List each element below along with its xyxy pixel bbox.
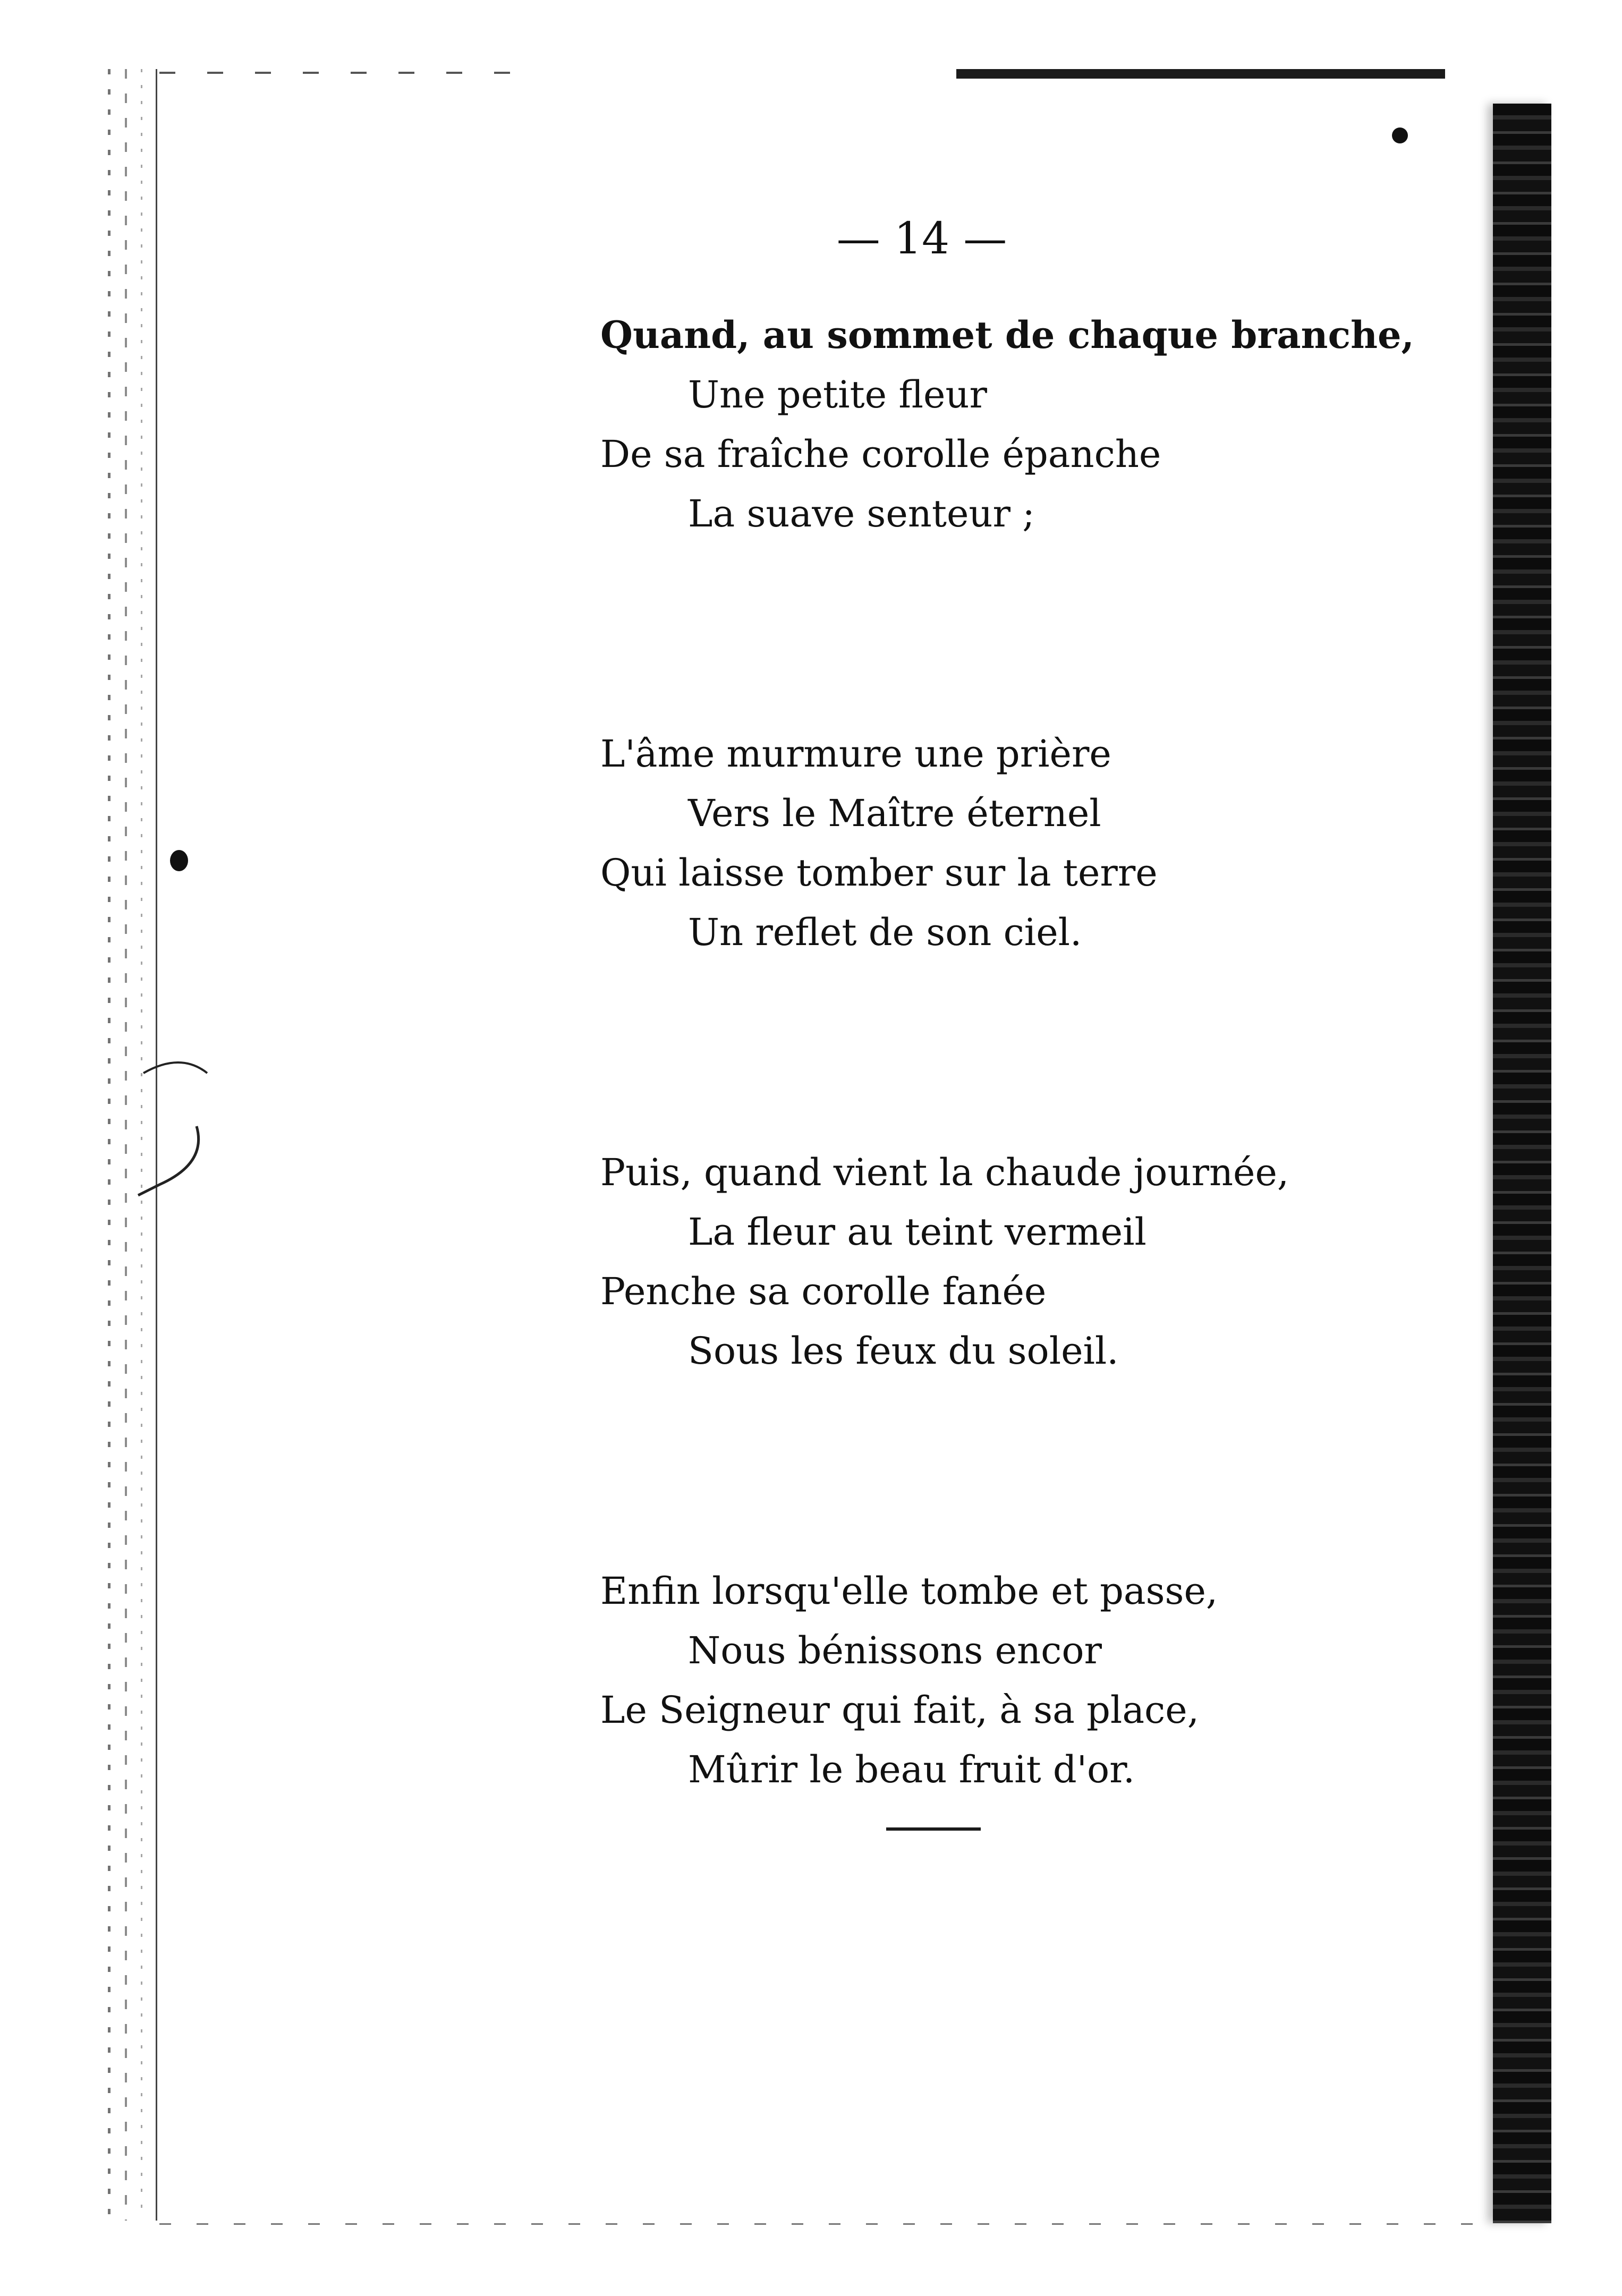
verse-line: Enfin lorsqu'elle tombe et passe, [600,1569,1218,1613]
verse-line: Nous bénissons encor [688,1629,1102,1672]
ink-speck [1392,127,1408,143]
stanza-1 [600,305,1414,543]
verse-line: Sous les feux du soleil. [688,1329,1119,1373]
stanza-4 [600,1561,1397,1799]
verse-line: Puis, quand vient la chaude journée, [600,1151,1289,1194]
right-page-edge-shadow [1493,104,1551,2223]
bottom-frame-line [159,2223,1488,2225]
verse-line: Quand, au sommet de chaque branche, [600,313,1414,357]
verse-line: Un reflet de son ciel. [688,911,1082,954]
top-edge-rule [956,69,1445,79]
verse-line: L'âme murmure une prière [600,732,1111,776]
verse-line: Mûrir le beau fruit d'or. [688,1748,1135,1791]
page-number: — 14 — [836,214,1007,264]
verse-line: Une petite fleur [688,373,987,416]
verse-line: Vers le Maître éternel [688,792,1101,835]
top-left-frame-line [159,72,542,74]
poem [600,305,1414,1799]
stanza-3 [600,1143,1397,1381]
ink-speck [170,850,188,871]
end-rule [886,1827,981,1831]
binding-thread-curve [128,1052,223,1222]
verse-line: La fleur au teint vermeil [688,1210,1147,1254]
verse-line: Le Seigneur qui fait, à sa place, [600,1688,1199,1732]
verse-line: Qui laisse tomber sur la terre [600,851,1158,895]
verse-line: La suave senteur ; [688,492,1035,535]
verse-line: Penche sa corolle fanée [600,1270,1047,1313]
stanza-2 [600,724,1397,962]
verse-line: De sa fraîche corolle épanche [600,432,1161,476]
